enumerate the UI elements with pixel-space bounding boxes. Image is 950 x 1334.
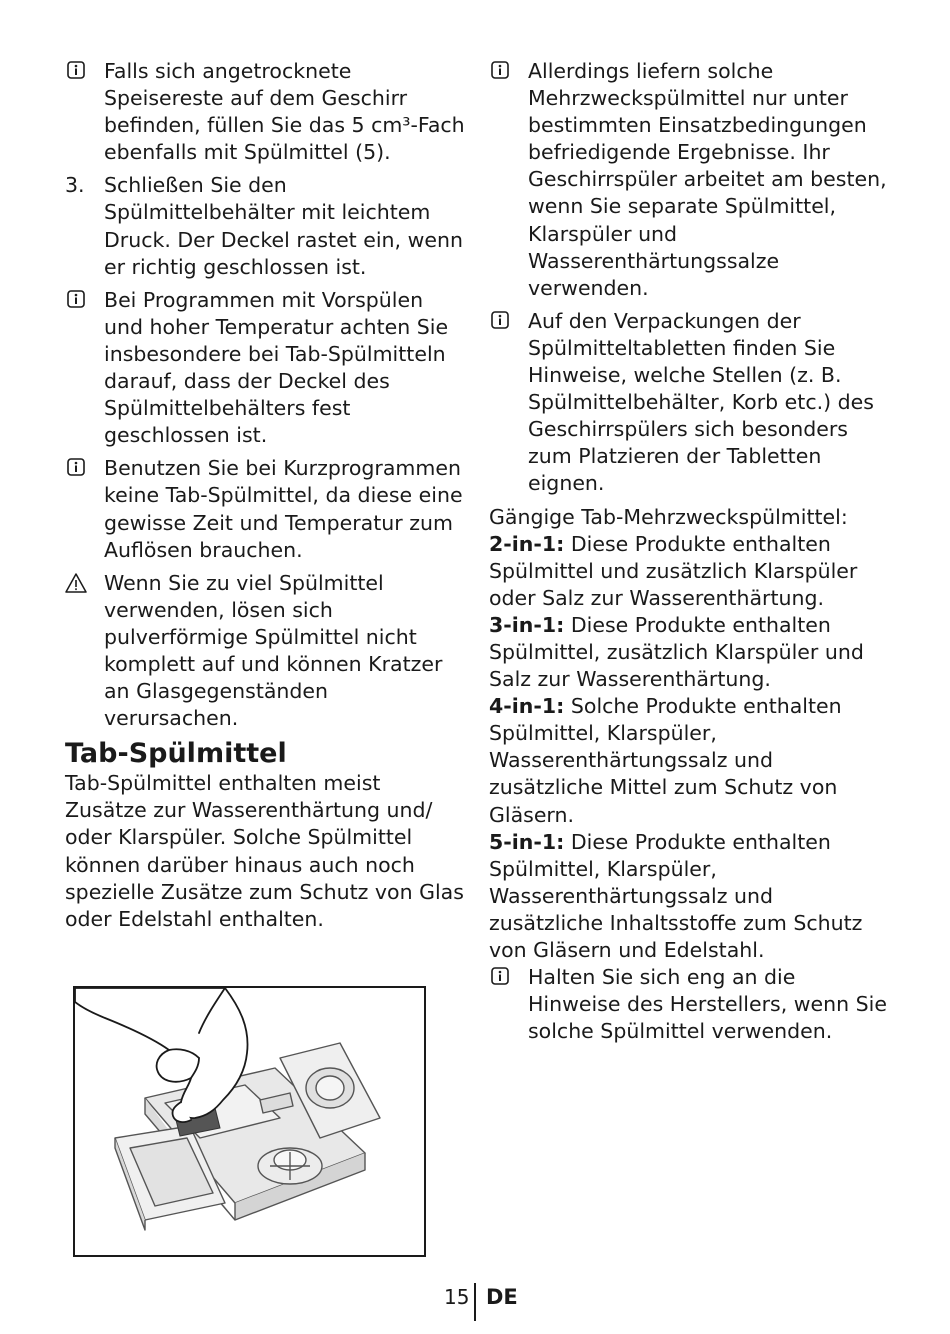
warning-note: [65, 570, 465, 733]
tablet-dispenser-drawing: [75, 988, 424, 1255]
info-note: [65, 287, 465, 450]
info-note: [65, 58, 465, 166]
note-text: Benutzen Sie bei Kurzprogrammen keine Tab-Spülmittel, da diese eine gewisse Zeit und Temperatur zum Auflösen brauchen.: [104, 456, 463, 562]
info-icon: [67, 61, 85, 79]
language-code: DE: [486, 1285, 518, 1309]
info-icon: [491, 61, 509, 79]
info-note: [65, 455, 465, 563]
type-2in1: [489, 531, 889, 612]
type-label: 3-in-1:: [489, 612, 565, 637]
type-label: 5-in-1:: [489, 829, 565, 854]
type-4in1: [489, 693, 889, 828]
note-text: Halten Sie sich eng an die Hinweise des Herstellers, wenn Sie solche Spülmittel verwenden.: [528, 965, 887, 1044]
left-column: [65, 58, 465, 933]
info-icon: [67, 458, 85, 476]
type-text: Diese Produkte enthalten Spülmittel und zusätzlich Klarspüler oder Salz zur Wasserenthärtung.: [489, 531, 858, 610]
section-text: Tab-Spülmittel enthalten meist Zusätze zur Wasserenthärtung und/ oder Klarspüler. Solche Spülmittel können darüber hinaus auch noch spezielle Zusätze zum Schutz von Glas oder Edelstahl enthalten.: [65, 771, 464, 931]
note-text: Bei Programmen mit Vorspülen und hoher Temperatur achten Sie insbesondere bei Tab-Spülmitteln darauf, dass der Deckel des Spülmittelbehälters fest geschlossen ist.: [104, 287, 449, 448]
info-icon: [491, 967, 509, 985]
step-item: [65, 172, 465, 280]
types-intro: Gängige Tab-Mehrzweckspülmittel:: [489, 504, 848, 529]
step-number: 3.: [65, 173, 85, 198]
right-column: [489, 58, 889, 1051]
info-note: [489, 964, 889, 1045]
note-text: Allerdings liefern solche Mehrzweckspülmittel nur unter bestimmten Einsatzbedingungen befriedigende Ergebnisse. Ihr Geschirrspüler arbeitet am besten, wenn Sie separate Spülmittel, Klarspüler und Wasserenthärtungssalze verwenden.: [528, 59, 887, 300]
page-number: 15: [444, 1285, 470, 1309]
type-3in1: [489, 612, 889, 693]
type-text: Solche Produkte enthalten Spülmittel, Klarspüler, Wasserenthärtungssalz und zusätzliche Mittel zum Schutz von Gläsern.: [489, 694, 842, 827]
info-note: [489, 308, 889, 498]
dispenser-illustration: [73, 986, 426, 1257]
type-text: Diese Produkte enthalten Spülmittel, zusätzlich Klarspüler und Salz zur Wasserenthärtung.: [489, 612, 864, 692]
info-note: [489, 58, 889, 302]
note-text: Falls sich angetrocknete Speisereste auf dem Geschirr befinden, füllen Sie das 5 cm³-Fach ebenfalls mit Spülmittel (5).: [104, 59, 465, 165]
type-text: Diese Produkte enthalten Spülmittel, Klarspüler, Wasserenthärtungssalz und zusätzliche Inhaltsstoffe zum Schutz von Gläsern und Edelstahl.: [489, 829, 863, 962]
warning-triangle-icon: [65, 572, 87, 594]
type-label: 2-in-1:: [489, 531, 565, 556]
type-5in1: [489, 829, 889, 964]
section-title: Tab-Spülmittel: [65, 738, 287, 770]
info-icon: [67, 290, 85, 308]
info-icon: [491, 311, 509, 329]
footer-divider: [474, 1283, 476, 1321]
note-text: Auf den Verpackungen der Spülmitteltabletten finden Sie Hinweise, welche Stellen (z. B. Spülmittelbehälter, Korb etc.) des Geschirrspülers sich besonders zum Platzieren der Tabletten eignen.: [528, 308, 874, 496]
type-label: 4-in-1:: [489, 694, 565, 719]
warning-text: Wenn Sie zu viel Spülmittel verwenden, lösen sich pulverförmige Spülmittel nicht komplett auf und können Kratzer an Glasgegenständen verursachen.: [104, 570, 443, 731]
step-text: Schließen Sie den Spülmittelbehälter mit leichtem Druck. Der Deckel rastet ein, wenn er richtig geschlossen ist.: [104, 173, 463, 279]
